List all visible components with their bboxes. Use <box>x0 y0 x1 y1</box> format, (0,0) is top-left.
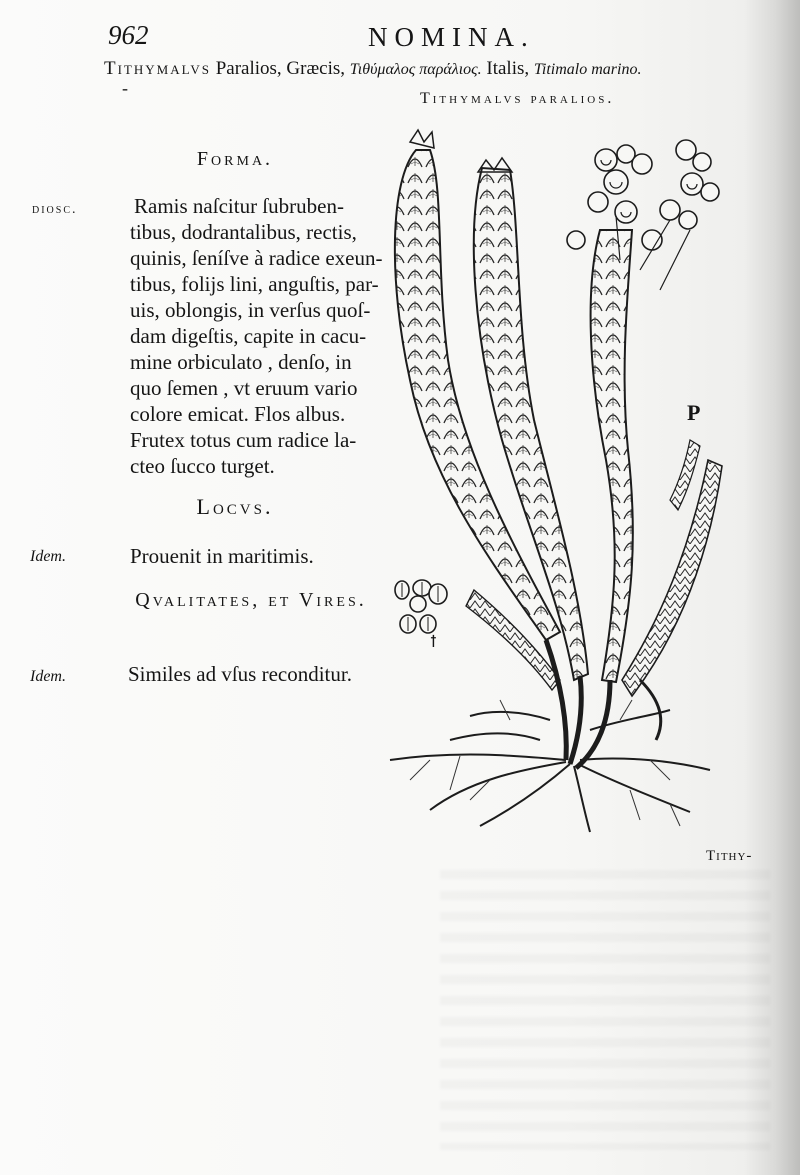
forma-line: quinis, ſeníſve à radice exeun- <box>130 246 383 270</box>
catchword: Tithy- <box>706 848 753 864</box>
stray-mark: - <box>122 78 128 98</box>
margin-note-idem: Idem. <box>30 548 66 565</box>
forma-line: Ramis naſcitur ſubruben- <box>134 194 344 218</box>
forma-line: dam digeſtis, capite in cacu- <box>130 324 367 348</box>
names-italian-name: Titimalo marino. <box>533 61 642 78</box>
qualitates-heading: Qvalitates, et Vires. <box>135 589 367 611</box>
seed-mark: ꝉ <box>430 634 437 651</box>
page-number: 962 <box>108 20 149 50</box>
margin-note-idem: Idem. <box>30 668 66 685</box>
running-head: NOMINA. <box>368 22 535 52</box>
plant-woodcut <box>370 120 740 840</box>
forma-line: tibus, dodrantalibus, rectis, <box>130 220 357 244</box>
forma-line: tibus, folijs lini, anguſtis, par- <box>130 272 379 296</box>
locus-heading: Locvs. <box>196 494 274 519</box>
plant-caption: Tithymalvs paralios. <box>420 90 615 107</box>
plant-names-line <box>104 58 641 80</box>
margin-note-dioscorides: diosc. <box>32 202 78 217</box>
forma-line: Frutex totus cum radice la- <box>130 428 357 452</box>
forma-heading: Forma. <box>196 148 274 170</box>
names-greek: Τιθύμαλος παράλιος. <box>349 61 482 78</box>
locus-text: Prouenit in maritimis. <box>130 544 314 568</box>
names-latin: Paralios, Græcis, <box>210 58 350 79</box>
bleed-through-text <box>440 870 770 1150</box>
names-lead: Tithymalvs <box>104 58 211 79</box>
plate-label: P <box>687 400 701 425</box>
names-italian: Italis, <box>481 58 534 79</box>
qualitates-text: Similes ad vſus reconditur. <box>128 662 352 686</box>
forma-line: uis, oblongis, in verſus quoſ- <box>130 298 371 322</box>
forma-line: quo ſemen , vt eruum vario <box>130 376 358 400</box>
seed-detail-woodcut <box>388 578 452 640</box>
forma-line: cteo ſucco turget. <box>130 454 275 478</box>
forma-line: colore emicat. Flos albus. <box>130 402 346 426</box>
forma-line: mine orbiculato , denſo, in <box>130 350 352 374</box>
